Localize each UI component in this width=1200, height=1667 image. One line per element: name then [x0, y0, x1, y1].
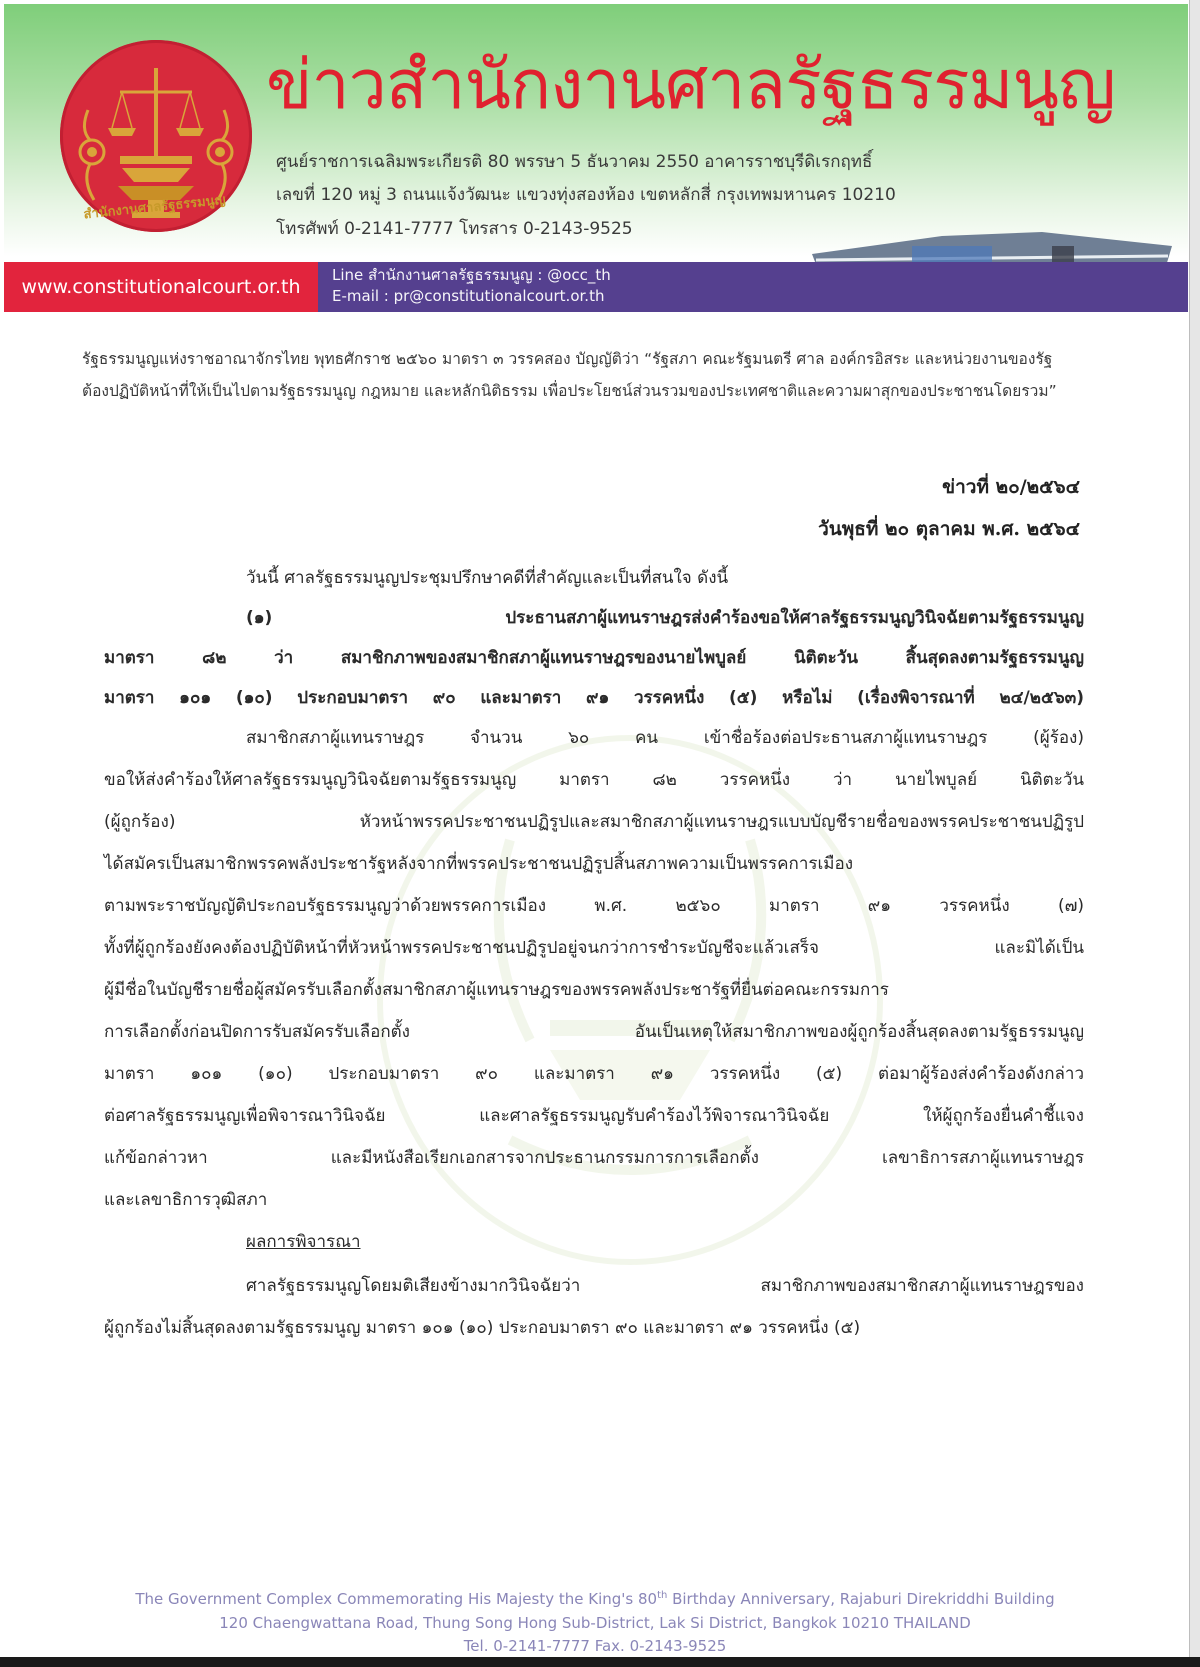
page-right-edge [1189, 0, 1200, 1667]
constitution-quote-line-1: รัฐธรรมนูญแห่งราชอาณาจักรไทย พุทธศักราช ๒๕๖๐ มาตรา ๓ วรรคสอง บัญญัติว่า “รัฐสภา คณะรัฐมนตรี ศาล องค์กรอิสระ และหน่วยงานของรัฐ [82, 350, 1053, 368]
contact-bar [318, 262, 1188, 312]
footer-line-1-pre: The Government Complex Commemorating His Majesty the King's 80 [135, 1590, 658, 1608]
news-number: ข่าวที่ ๒๐/๒๕๖๔ [942, 476, 1080, 498]
footer-building-line [0, 1590, 1190, 1608]
constitution-quote-line-2: ต้องปฏิบัติหน้าที่ให้เป็นไปตามรัฐธรรมนูญ กฎหมาย และหลักนิติธรรม เพื่อประโยชน์ส่วนรวมของประเทศชาติและความผาสุกของประชาชนโดยรวม” [82, 382, 1057, 400]
footer-line-1-post: Birthday Anniversary, Rajaburi Direkriddhi Building [667, 1590, 1055, 1608]
result-line-1: ศาลรัฐธรรมนูญโดยมติเสียงข้างมากวินิจฉัยว่า สมาชิกภาพของสมาชิกสภาผู้แทนราษฎรของ [246, 1276, 1084, 1296]
case-heading-line-1: (๑) ประธานสภาผู้แทนราษฎรส่งคำร้องขอให้ศาลรัฐธรรมนูญวินิจฉัยตามรัฐธรรมนูญ [246, 608, 1084, 628]
seal-caption: สำนักงานศาลรัฐธรรมนูญ [82, 192, 227, 223]
footer-address-line: 120 Chaengwattana Road, Thung Song Hong Sub-District, Lak Si District, Bangkok 10210 THAILAND [219, 1614, 971, 1632]
address-line-1: ศูนย์ราชการเฉลิมพระเกียรติ 80 พรรษา 5 ธันวาคม 2550 อาคารราชบุรีดิเรกฤทธิ์ [276, 152, 873, 172]
email-contact[interactable]: E-mail : pr@constitutionalcourt.or.th [332, 287, 605, 305]
news-date: วันพุธที่ ๒๐ ตุลาคม พ.ศ. ๒๕๖๔ [818, 518, 1080, 540]
facts-line-11: แก้ข้อกล่าวหา และมีหนังสือเรียกเอกสารจากประธานกรรมการการเลือกตั้ง เลขาธิการสภาผู้แทนราษฎร [104, 1148, 1084, 1168]
case-heading-line-2: มาตรา ๘๒ ว่า สมาชิกภาพของสมาชิกสภาผู้แทนราษฎรของนายไพบูลย์ นิติตะวัน สิ้นสุดลงตามรัฐธรรมนูญ [104, 648, 1084, 668]
facts-line-7: ผู้มีชื่อในบัญชีรายชื่อผู้สมัครรับเลือกตั้งสมาชิกสภาผู้แทนราษฎรของพรรคพลังประชารัฐที่ยื่นต่อคณะกรรมการ [104, 980, 889, 1000]
facts-line-12: และเลขาธิการวุฒิสภา [104, 1190, 268, 1210]
facts-line-9: มาตรา ๑๐๑ (๑๐) ประกอบมาตรา ๙๐ และมาตรา ๙๑ วรรคหนึ่ง (๕) ต่อมาผู้ร้องส่งคำร้องดังกล่าว [104, 1064, 1084, 1084]
page-bottom-edge [0, 1657, 1200, 1667]
facts-line-1: สมาชิกสภาผู้แทนราษฎร จำนวน ๖๐ คน เข้าชื่อร้องต่อประธานสภาผู้แทนราษฎร (ผู้ร้อง) [246, 728, 1084, 748]
facts-line-2: ขอให้ส่งคำร้องให้ศาลรัฐธรรมนูญวินิจฉัยตามรัฐธรรมนูญ มาตรา ๘๒ วรรคหนึ่ง ว่า นายไพบูลย์ นิติตะวัน [104, 770, 1084, 790]
page-title: ข่าวสำนักงานศาลรัฐธรรมนูญ [266, 46, 1115, 125]
footer-phone-line: Tel. 0-2141-7777 Fax. 0-2143-9525 [463, 1637, 727, 1655]
line-contact[interactable]: Line สำนักงานศาลรัฐธรรมนูญ : @occ_th [332, 266, 611, 284]
facts-line-10: ต่อศาลรัฐธรรมนูญเพื่อพิจารณาวินิจฉัย และศาลรัฐธรรมนูญรับคำร้องไว้พิจารณาวินิจฉัย ให้ผู้ถูกร้องยื่นคำชี้แจง [104, 1106, 1084, 1126]
facts-line-6: ทั้งที่ผู้ถูกร้องยังคงต้องปฏิบัติหน้าที่หัวหน้าพรรคประชาชนปฏิรูปอยู่จนกว่าการชำระบัญชีจะแล้วเสร็จ และมิได้เป็น [104, 938, 1084, 958]
address-line-2: เลขที่ 120 หมู่ 3 ถนนแจ้งวัฒนะ แขวงทุ่งสองห้อง เขตหลักสี่ กรุงเทพมหานคร 10210 [276, 185, 896, 205]
facts-line-5: ตามพระราชบัญญัติประกอบรัฐธรรมนูญว่าด้วยพรรคการเมือง พ.ศ. ๒๕๖๐ มาตรา ๙๑ วรรคหนึ่ง (๗) [104, 896, 1084, 916]
facts-line-8: การเลือกตั้งก่อนปิดการรับสมัครรับเลือกตั้ง อันเป็นเหตุให้สมาชิกภาพของผู้ถูกร้องสิ้นสุดลงตามรัฐธรรมนูญ [104, 1022, 1084, 1042]
footer-line-1-sup: th [657, 1590, 668, 1601]
facts-line-4: ได้สมัครเป็นสมาชิกพรรคพลังประชารัฐหลังจากที่พรรคประชาชนปฏิรูปสิ้นสภาพความเป็นพรรคการเมือง [104, 854, 854, 874]
facts-line-3: (ผู้ถูกร้อง) หัวหน้าพรรคประชาชนปฏิรูปและสมาชิกสภาผู้แทนราษฎรแบบบัญชีรายชื่อของพรรคประชาชนปฏิรูป [104, 812, 1084, 832]
phone-fax-line: โทรศัพท์ 0-2141-7777 โทรสาร 0-2143-9525 [276, 219, 633, 239]
result-line-2: ผู้ถูกร้องไม่สิ้นสุดลงตามรัฐธรรมนูญ มาตรา ๑๐๑ (๑๐) ประกอบมาตรา ๙๐ และมาตรา ๙๑ วรรคหนึ่ง (๕) [104, 1318, 861, 1338]
website-link[interactable]: www.constitutionalcourt.or.th [4, 262, 318, 312]
case-heading-line-3: มาตรา ๑๐๑ (๑๐) ประกอบมาตรา ๙๐ และมาตรา ๙๑ วรรคหนึ่ง (๕) หรือไม่ (เรื่องพิจารณาที่ ๒๔/๒๕๖๓) [104, 688, 1084, 708]
result-heading: ผลการพิจารณา [246, 1232, 361, 1252]
intro-text: วันนี้ ศาลรัฐธรรมนูญประชุมปรึกษาคดีที่สำคัญและเป็นที่สนใจ ดังนี้ [246, 568, 729, 588]
